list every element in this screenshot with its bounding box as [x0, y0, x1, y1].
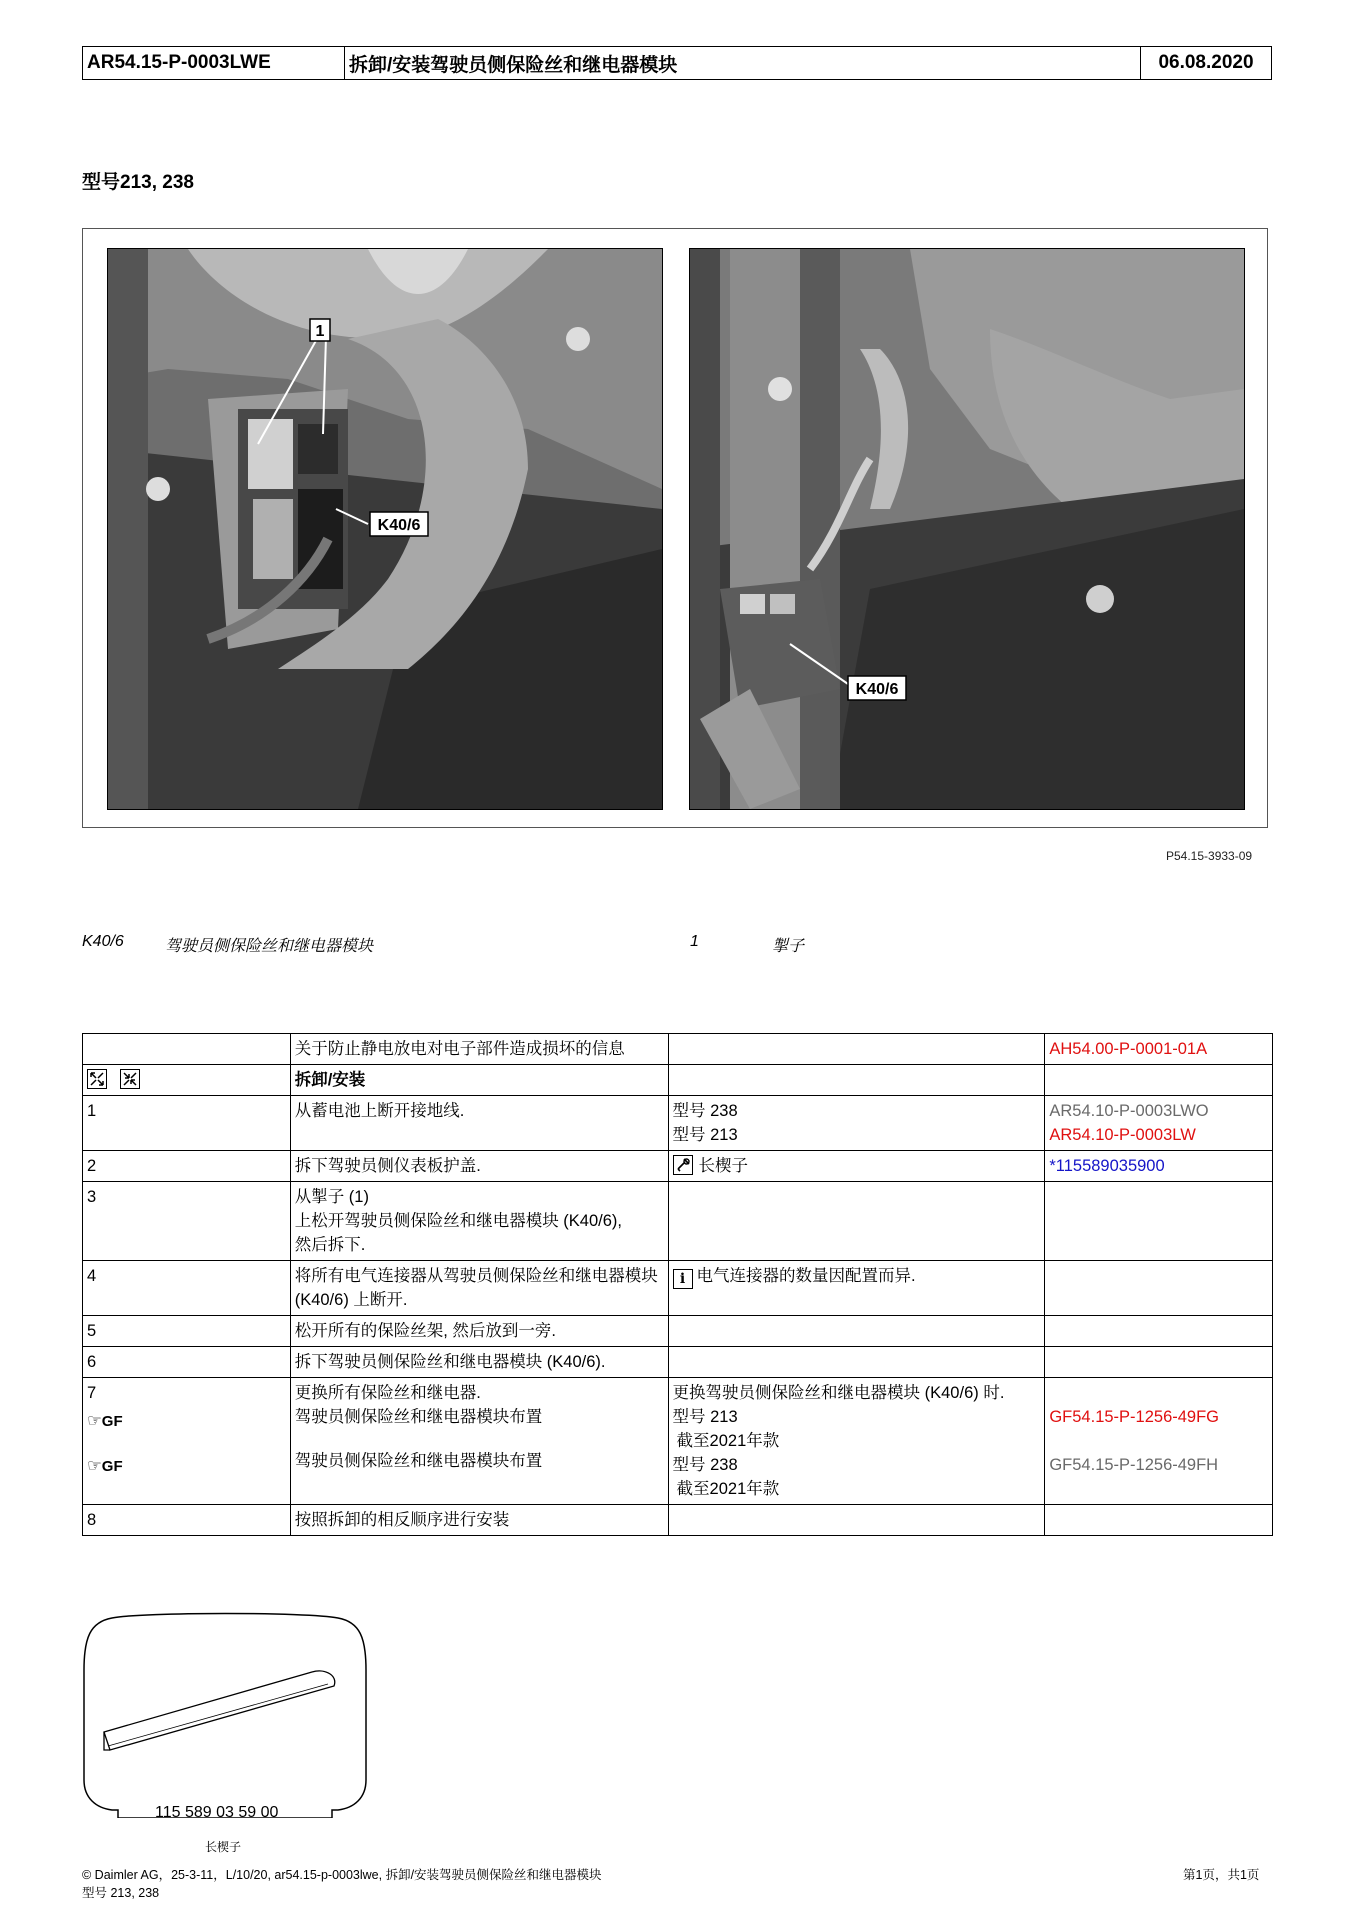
special-tool-icon [673, 1155, 693, 1175]
gf-ref-link[interactable]: GF54.15-P-1256-49FG [1049, 1408, 1220, 1426]
step-desc: 从蓄电池上断开接地线. [290, 1096, 668, 1151]
step-condition: 更换驾驶员侧保险丝和继电器模块 (K40/6) 时. [672, 1384, 1005, 1402]
doc-id: AR54.15-P-0003LWE [83, 47, 345, 79]
table-row [83, 1065, 1273, 1096]
hand-pointer-icon: ☞ [87, 1412, 102, 1430]
table-row [83, 1151, 1273, 1182]
legend-text-k40-6: 驾驶员侧保险丝和继电器模块 [165, 938, 374, 955]
step-condition: 型号 238 [672, 1456, 738, 1474]
step-condition: 截至2021年款 [676, 1480, 780, 1498]
step-ref-link[interactable]: AR54.10-P-0003LW [1049, 1126, 1196, 1144]
legend-text-1: 掣子 [772, 938, 805, 955]
footer-models: 型号 213, 238 [82, 1886, 160, 1900]
step-desc: 从掣子 (1) [294, 1188, 369, 1206]
callout-1: 1 [315, 323, 325, 340]
legend-code-1: 1 [690, 933, 699, 950]
table-row [83, 1316, 1273, 1347]
step-number: 1 [83, 1096, 291, 1151]
gf-tag: GF [101, 1413, 123, 1430]
tool-illustration [82, 1610, 368, 1818]
step-condition: 长楔子 [698, 1157, 749, 1175]
tool-ref-link[interactable]: *115589035900 [1045, 1151, 1273, 1182]
long-wedge-drawing [82, 1610, 368, 1818]
step-ref-link[interactable]: AR54.10-P-0003LWO [1049, 1102, 1209, 1120]
legend-code-k40-6: K40/6 [82, 933, 124, 950]
installation-icon [120, 1069, 140, 1089]
procedure-table [82, 1033, 1273, 1536]
step-condition: 截至2021年款 [676, 1432, 780, 1450]
right-photo-illustration [690, 249, 1244, 809]
step-condition: 型号 213 [672, 1126, 738, 1144]
footer-copyright: © Daimler AG，25-3-11，L/10/20, ar54.15-p-0003lwe, 拆卸/安装驾驶员侧保险丝和继电器模块 [82, 1868, 602, 1882]
step-condition: 型号 213 [672, 1408, 738, 1426]
table-row [83, 1347, 1273, 1378]
section-title: 拆卸/安装 [290, 1065, 668, 1096]
step-desc: 拆下驾驶员侧仪表板护盖. [290, 1151, 668, 1182]
left-photo [107, 248, 663, 810]
step-desc: 拆下驾驶员侧保险丝和继电器模块 (K40/6). [290, 1347, 668, 1378]
step-number: 3 [83, 1182, 291, 1261]
model-heading: 型号213, 238 [82, 172, 194, 193]
info-text: 关于防止静电放电对电子部件造成损坏的信息 [290, 1034, 668, 1065]
step-desc: 驾驶员侧保险丝和继电器模块布置 [294, 1452, 543, 1470]
step-number: 5 [83, 1316, 291, 1347]
step-note: 电气连接器的数量因配置而异. [696, 1267, 916, 1285]
footer-page: 第1页，共1页 [1183, 1868, 1260, 1882]
step-number: 6 [83, 1347, 291, 1378]
gf-tag: GF [101, 1458, 123, 1475]
step-condition: 型号 238 [672, 1102, 738, 1120]
table-row [83, 1505, 1273, 1536]
gf-ref-link[interactable]: GF54.15-P-1256-49FH [1049, 1456, 1219, 1474]
tool-number: 115 589 03 59 00 [155, 1804, 279, 1821]
step-desc: 然后拆下. [294, 1236, 366, 1254]
right-photo [689, 248, 1245, 810]
left-photo-illustration [108, 249, 662, 809]
info-icon: i [673, 1269, 693, 1289]
step-desc: 按照拆卸的相反顺序进行安装 [290, 1505, 668, 1536]
figure-reference: P54.15-3933-09 [1166, 849, 1253, 863]
info-ref-link[interactable]: AH54.00-P-0001-01A [1045, 1034, 1273, 1065]
removal-icon [87, 1069, 107, 1089]
step-desc: 将所有电气连接器从驾驶员侧保险丝和继电器模块 (K40/6) 上断开. [290, 1261, 668, 1316]
step-desc: 驾驶员侧保险丝和继电器模块布置 [294, 1408, 543, 1426]
step-desc: 松开所有的保险丝架, 然后放到一旁. [290, 1316, 668, 1347]
table-row [83, 1096, 1273, 1151]
tool-name: 长楔子 [205, 1840, 242, 1854]
step-number: 2 [83, 1151, 291, 1182]
document-header [82, 46, 1272, 80]
callout-k40-6-right: K40/6 [855, 681, 899, 698]
callout-k40-6-left: K40/6 [377, 517, 421, 534]
hand-pointer-icon: ☞ [87, 1457, 102, 1475]
doc-title: 拆卸/安装驾驶员侧保险丝和继电器模块 [345, 47, 1141, 79]
table-row [83, 1261, 1273, 1316]
doc-date: 06.08.2020 [1158, 52, 1254, 73]
table-row [83, 1182, 1273, 1261]
step-number: 4 [83, 1261, 291, 1316]
table-row [83, 1378, 1273, 1505]
step-desc: 更换所有保险丝和继电器. [294, 1384, 481, 1402]
step-number: 7 [87, 1384, 97, 1402]
step-desc: 上松开驾驶员侧保险丝和继电器模块 (K40/6), [294, 1212, 622, 1230]
table-row [83, 1034, 1273, 1065]
step-number: 8 [83, 1505, 291, 1536]
